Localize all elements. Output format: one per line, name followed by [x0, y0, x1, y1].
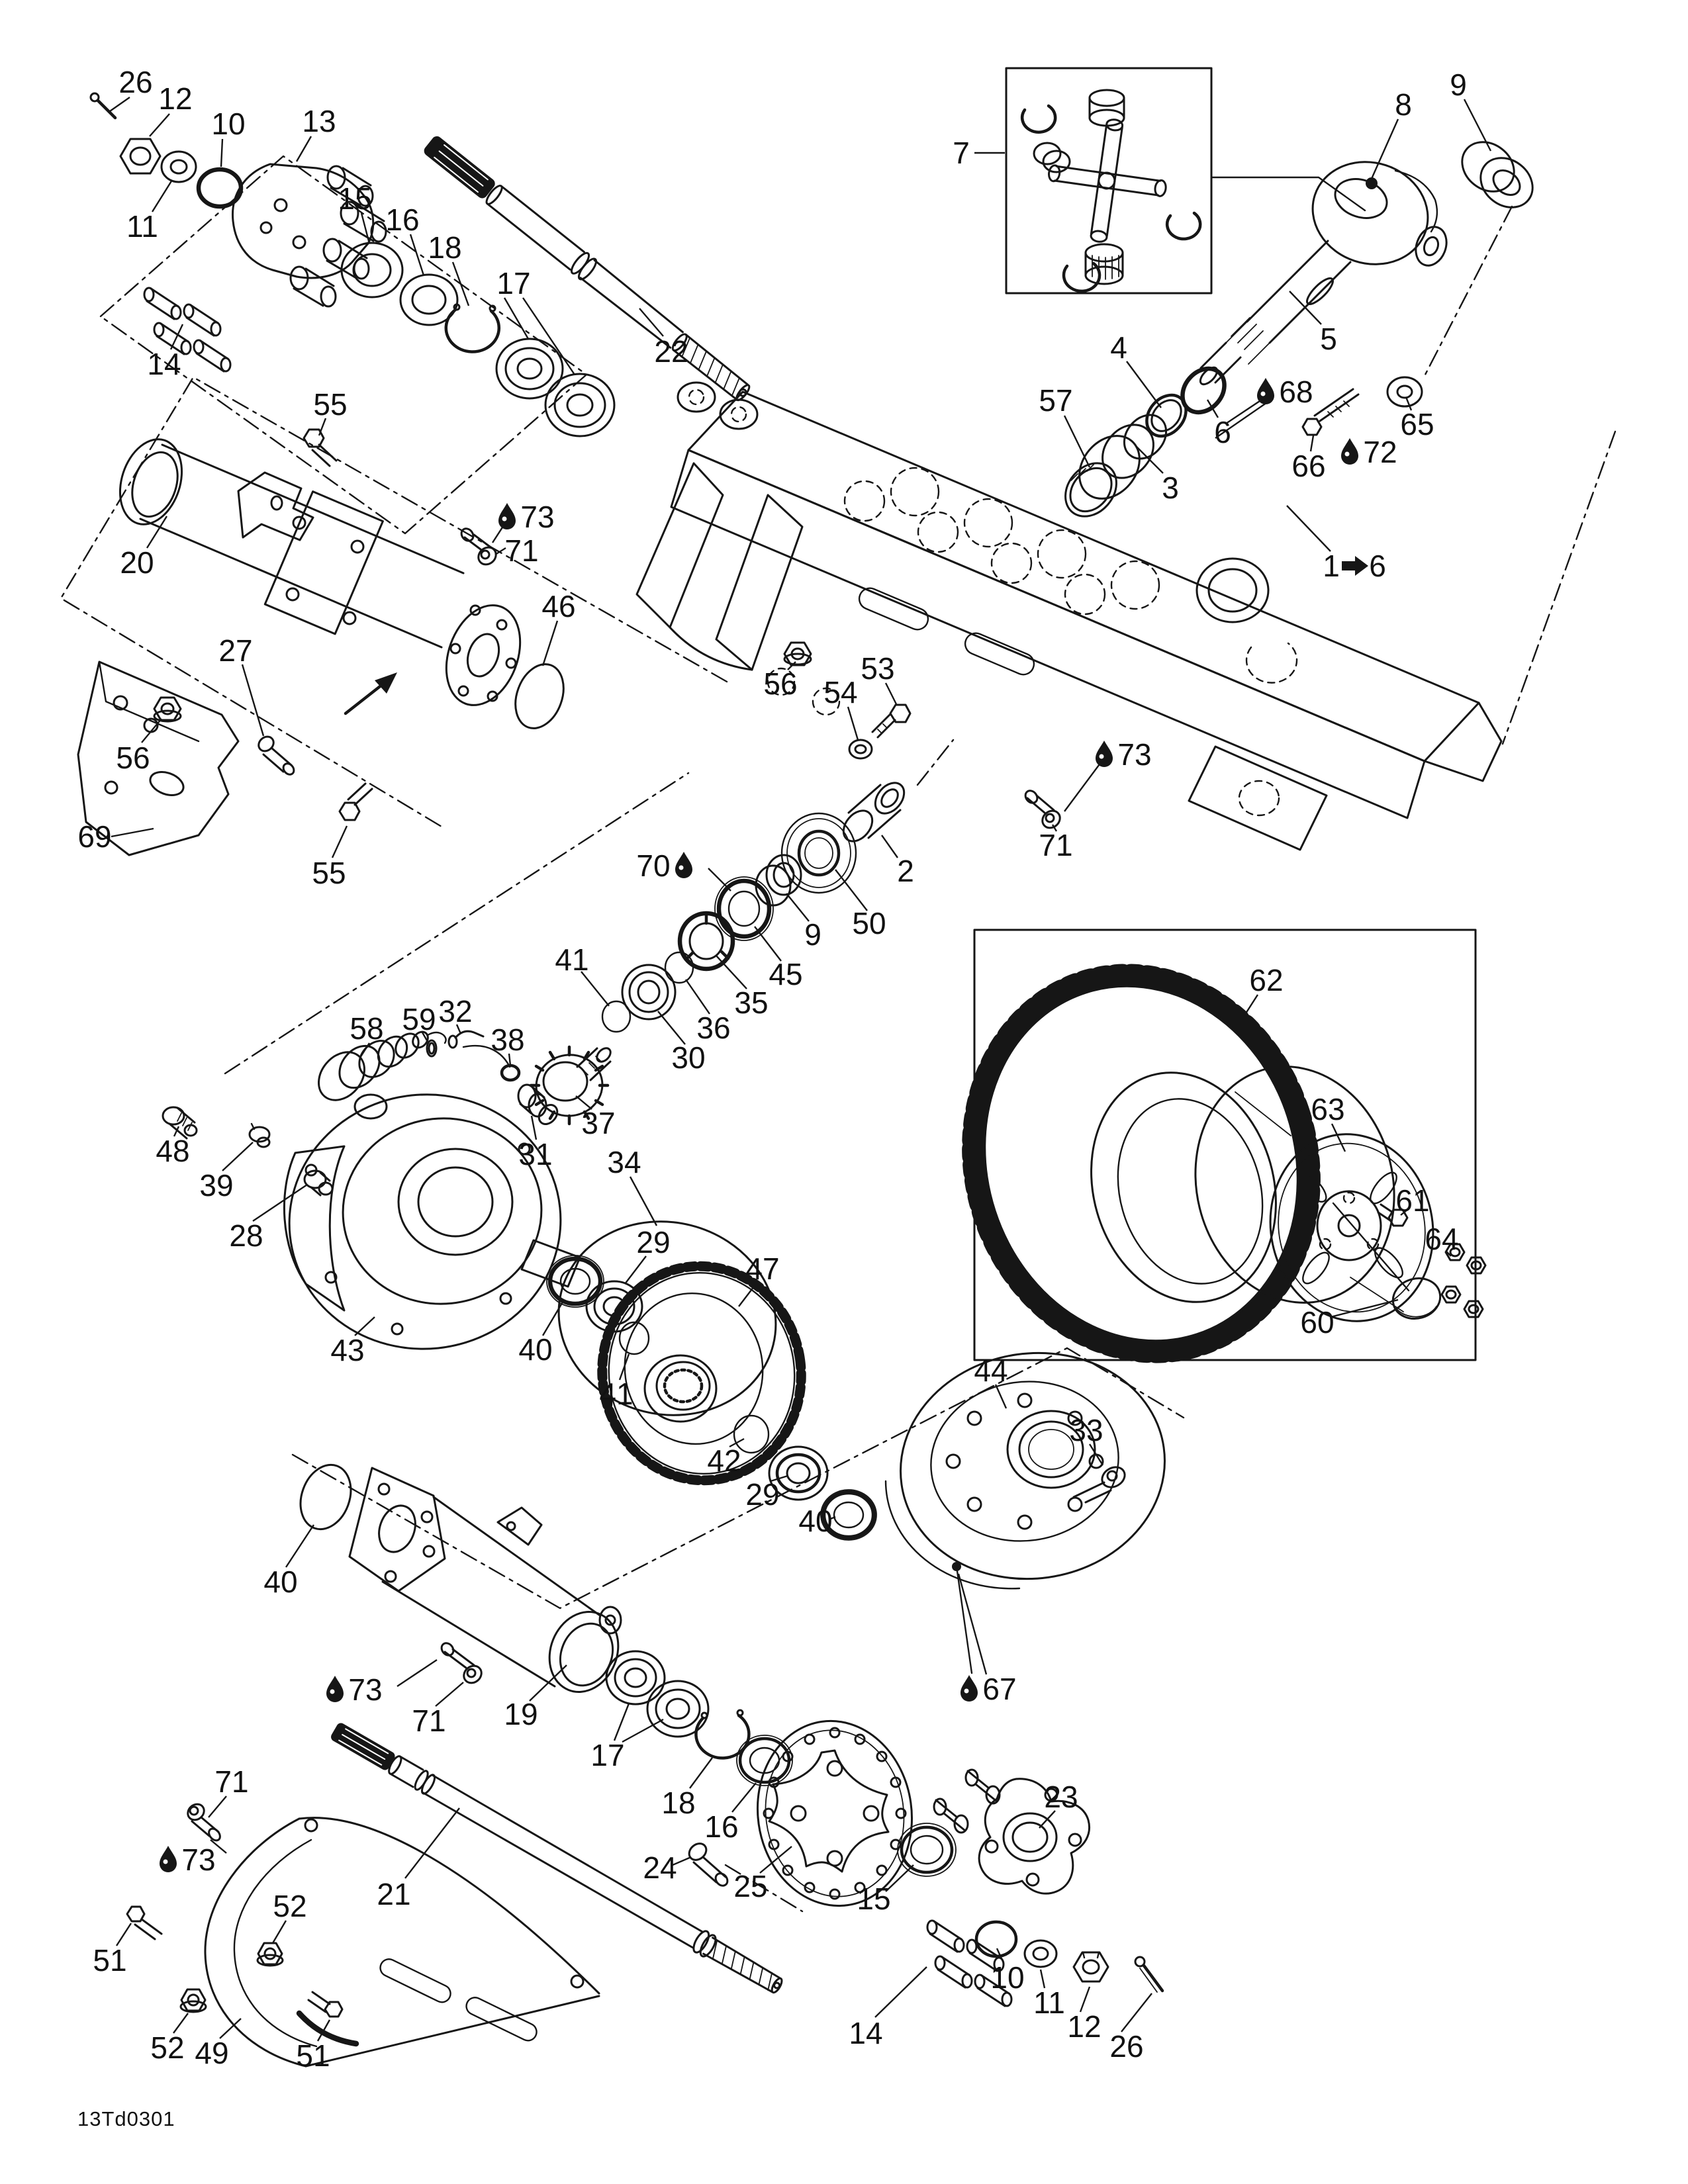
part-label-59 — [402, 1002, 436, 1042]
part-label-23 — [1039, 1780, 1078, 1828]
svg-text:66: 66 — [1291, 449, 1326, 483]
svg-text:55: 55 — [313, 387, 348, 422]
svg-text:26: 26 — [1109, 2029, 1144, 2064]
part-label-40 — [263, 1525, 314, 1599]
svg-text:33: 33 — [1069, 1413, 1103, 1447]
assembly-arrow — [346, 672, 397, 713]
svg-text:40: 40 — [798, 1504, 833, 1538]
spacer-9 — [756, 855, 801, 905]
part-label-36 — [686, 979, 731, 1045]
castle-nut-12-lower — [1074, 1952, 1108, 1981]
part-label-26 — [110, 65, 153, 111]
part-label-2 — [882, 835, 914, 888]
svg-text:16: 16 — [704, 1809, 739, 1844]
svg-text:26: 26 — [118, 65, 153, 99]
svg-text:39: 39 — [199, 1168, 234, 1203]
svg-text:51: 51 — [296, 2038, 330, 2073]
svg-text:18: 18 — [428, 230, 462, 265]
brake-disc-25 — [746, 1711, 924, 1916]
svg-text:48: 48 — [156, 1134, 190, 1168]
svg-text:17: 17 — [590, 1738, 625, 1772]
svg-text:71: 71 — [412, 1704, 446, 1738]
svg-text:21: 21 — [377, 1877, 411, 1911]
u-joint-cross — [1041, 112, 1174, 250]
svg-text:57: 57 — [1039, 383, 1073, 418]
svg-text:72: 72 — [1363, 435, 1397, 469]
part-label-54 — [823, 675, 858, 740]
seal-15 — [342, 243, 402, 297]
svg-text:58: 58 — [350, 1011, 384, 1046]
svg-text:31: 31 — [518, 1137, 553, 1171]
part-label-9 — [1450, 68, 1491, 151]
svg-text:63: 63 — [1311, 1092, 1345, 1126]
svg-text:56: 56 — [116, 741, 150, 775]
part-label-56 — [116, 719, 162, 775]
part-label-73 — [160, 1840, 226, 1877]
o-ring-40-housing — [292, 1458, 359, 1537]
part-label-44 — [974, 1353, 1008, 1408]
part-label-7 — [953, 136, 1005, 170]
svg-text:5: 5 — [1320, 322, 1337, 356]
hub-cap-60 — [1388, 1273, 1444, 1324]
svg-text:69: 69 — [77, 819, 112, 854]
part-label-38 — [491, 1023, 524, 1066]
svg-text:12: 12 — [1067, 2009, 1102, 2044]
part-label-6 — [1207, 400, 1231, 449]
part-label-33 — [1069, 1413, 1103, 1465]
bearing-17b — [545, 374, 614, 436]
sprocket-stack — [538, 1199, 876, 1540]
svg-text:73: 73 — [520, 500, 555, 534]
wheel-detail-box — [925, 930, 1485, 1396]
o-ring-10-lower — [976, 1922, 1016, 1956]
svg-text:70: 70 — [636, 848, 671, 883]
svg-text:67: 67 — [982, 1672, 1017, 1706]
svg-text:51: 51 — [93, 1943, 127, 1978]
bearing-17a — [496, 339, 563, 398]
shaft-5 — [1197, 241, 1350, 387]
svg-text:23: 23 — [1044, 1780, 1078, 1814]
bolt-71-housing — [439, 1641, 485, 1686]
part-label-70 — [636, 848, 731, 891]
axle-shaft-21 — [328, 1719, 786, 1997]
svg-text:20: 20 — [120, 545, 154, 580]
svg-text:6: 6 — [1214, 415, 1231, 449]
svg-text:1: 1 — [1323, 549, 1340, 583]
hub-carrier-stack — [91, 93, 614, 436]
skid-plate-group — [127, 1801, 599, 2066]
svg-text:19: 19 — [504, 1697, 538, 1731]
svg-text:64: 64 — [1425, 1222, 1459, 1256]
part-label-52 — [273, 1889, 307, 1943]
part-label-21 — [377, 1808, 459, 1911]
tire-62 — [925, 931, 1358, 1396]
part-label-32 — [438, 994, 472, 1034]
part-label-71 — [495, 533, 539, 568]
part-label-57 — [1039, 383, 1090, 467]
svg-text:9: 9 — [804, 917, 821, 952]
part-label-14 — [849, 1967, 927, 2050]
svg-text:35: 35 — [734, 985, 769, 1020]
frame-fasteners — [784, 643, 1063, 846]
bearing-17c — [606, 1651, 665, 1704]
part-label-55 — [313, 387, 347, 435]
svg-text:2: 2 — [897, 854, 914, 888]
svg-text:10: 10 — [211, 107, 246, 141]
o-ring-46 — [507, 657, 572, 735]
svg-text:25: 25 — [733, 1869, 768, 1903]
svg-text:29: 29 — [745, 1477, 780, 1512]
yoke-8 — [1299, 148, 1452, 279]
svg-text:53: 53 — [861, 651, 895, 686]
svg-text:45: 45 — [769, 957, 803, 991]
nut-52a — [258, 1943, 283, 1966]
diagram-code: 13Td0301 — [77, 2107, 175, 2130]
svg-text:11: 11 — [1033, 1985, 1065, 2020]
part-label-10 — [211, 107, 245, 167]
part-label-24 — [643, 1850, 691, 1885]
svg-text:24: 24 — [643, 1850, 677, 1885]
svg-text:29: 29 — [636, 1225, 671, 1259]
clamp-59 — [427, 1040, 436, 1056]
svg-text:52: 52 — [273, 1889, 307, 1923]
svg-text:62: 62 — [1249, 963, 1284, 997]
part-label-64 — [1425, 1222, 1458, 1256]
part-label-62 — [1235, 963, 1284, 1030]
bolt-53 — [872, 705, 910, 737]
svg-text:11: 11 — [126, 209, 158, 244]
part-label-17 — [590, 1704, 663, 1772]
part-label-34 — [607, 1145, 657, 1226]
svg-text:4: 4 — [1110, 330, 1127, 365]
svg-text:71: 71 — [1039, 828, 1073, 862]
svg-text:3: 3 — [1162, 471, 1179, 505]
svg-text:55: 55 — [312, 856, 346, 890]
svg-text:46: 46 — [541, 589, 576, 623]
washer-11 — [162, 152, 196, 182]
svg-text:12: 12 — [158, 81, 193, 116]
part-label-20 — [120, 516, 167, 580]
svg-text:40: 40 — [518, 1332, 553, 1367]
svg-text:44: 44 — [974, 1353, 1008, 1388]
washer-11-lower — [1025, 1940, 1056, 1967]
construction-lines — [61, 156, 1615, 1911]
svg-text:60: 60 — [1300, 1305, 1335, 1340]
svg-text:37: 37 — [581, 1106, 616, 1140]
svg-text:14: 14 — [849, 2016, 883, 2050]
nut-56 — [784, 643, 811, 665]
part-label-28 — [229, 1185, 307, 1253]
part-label-73 — [1064, 737, 1152, 811]
part-label-12 — [150, 81, 193, 136]
part-label-4 — [1110, 330, 1161, 408]
part-label-8 — [1372, 87, 1412, 179]
part-label-46 — [541, 589, 575, 666]
u-joint-snap-rings — [1022, 106, 1200, 291]
sleeve-2 — [837, 778, 910, 847]
svg-text:28: 28 — [229, 1218, 263, 1253]
bearing-30 — [622, 965, 675, 1019]
svg-text:54: 54 — [823, 675, 858, 709]
part-label-16 — [704, 1783, 756, 1844]
svg-text:16: 16 — [385, 203, 420, 237]
part-label-45 — [755, 927, 803, 991]
part-label-61 — [1395, 1183, 1429, 1218]
part-label-72 — [1341, 435, 1397, 469]
svg-text:73: 73 — [348, 1672, 383, 1707]
part-label-71 — [412, 1682, 463, 1738]
part-label-11 — [126, 180, 172, 244]
svg-text:7: 7 — [953, 136, 970, 170]
part-label-26 — [1109, 1993, 1152, 2064]
svg-text:17: 17 — [496, 266, 531, 300]
part-label-53 — [861, 651, 896, 704]
svg-text:40: 40 — [263, 1565, 298, 1599]
svg-text:15: 15 — [857, 1882, 891, 1916]
part-label-9 — [786, 893, 821, 952]
part-label-11 — [1033, 1970, 1065, 2020]
bolt-33 — [1074, 1463, 1129, 1502]
u-joint-cap-bottom-knurled — [1086, 244, 1123, 284]
bearing-17d — [647, 1681, 708, 1737]
svg-text:50: 50 — [852, 906, 886, 940]
svg-text:47: 47 — [745, 1251, 780, 1286]
axle-housing-19 — [350, 1468, 630, 1702]
svg-text:36: 36 — [696, 1011, 731, 1045]
part-label-56 — [763, 662, 797, 701]
part-label-39 — [199, 1142, 253, 1203]
svg-text:65: 65 — [1400, 407, 1434, 441]
part-label-3 — [1136, 446, 1179, 505]
part-label-55 — [312, 826, 347, 890]
nut-52b — [181, 1989, 206, 2012]
part-label-65 — [1400, 397, 1434, 441]
svg-text:9: 9 — [1450, 68, 1467, 102]
axle-housing-19-group — [292, 1458, 792, 1786]
svg-text:41: 41 — [599, 1377, 633, 1411]
part-label-14 — [147, 324, 183, 381]
o-ring-41-lower — [620, 1322, 649, 1354]
part-label-25 — [733, 1846, 792, 1903]
bolt-71-frame — [1023, 788, 1063, 831]
svg-text:73: 73 — [1117, 737, 1152, 772]
svg-text:38: 38 — [491, 1023, 525, 1057]
part-label-40 — [518, 1300, 564, 1367]
svg-text:10: 10 — [990, 1960, 1025, 1995]
bolt-24 — [686, 1841, 729, 1888]
svg-text:30: 30 — [671, 1040, 706, 1075]
part-label-69 — [77, 819, 154, 854]
seal-45 — [715, 877, 773, 940]
part-label-1-6 — [1287, 506, 1386, 583]
part-label-52 — [150, 2013, 188, 2065]
svg-text:42: 42 — [707, 1443, 741, 1478]
part-label-42 — [707, 1439, 744, 1478]
bolt-55-bottom — [340, 784, 372, 820]
part-label-18 — [428, 230, 469, 306]
boot-clamp-57 — [1055, 453, 1127, 526]
svg-text:13: 13 — [302, 104, 336, 138]
bolt-27 — [256, 734, 296, 777]
cotter-pin-26 — [91, 93, 115, 118]
cv-boot-3 — [1067, 406, 1175, 510]
part-label-71 — [209, 1764, 249, 1817]
svg-text:73: 73 — [181, 1843, 216, 1877]
skid-plate-49 — [205, 1818, 599, 2066]
nut-56-bracket — [154, 698, 181, 721]
bearing-housing-43 — [277, 1081, 580, 1363]
svg-text:49: 49 — [195, 2036, 229, 2070]
part-label-15 — [338, 181, 371, 244]
part-label-13 — [297, 104, 336, 161]
washer-65 — [1387, 377, 1422, 406]
svg-text:61: 61 — [1395, 1183, 1430, 1218]
svg-text:71: 71 — [214, 1764, 249, 1799]
castle-nut-12 — [120, 139, 160, 173]
svg-text:43: 43 — [330, 1333, 365, 1367]
svg-text:27: 27 — [218, 633, 253, 668]
u-joint-detail-box — [1006, 68, 1365, 293]
part-label-40 — [798, 1504, 835, 1538]
cotter-pin-26-lower — [1135, 1957, 1162, 1992]
part-label-12 — [1067, 1987, 1101, 2044]
bolt-51b — [308, 1992, 342, 2017]
svg-text:59: 59 — [402, 1002, 436, 1036]
wheel-hub-44 — [886, 1336, 1180, 1673]
axle-housing-20-group — [78, 430, 572, 855]
svg-text:41: 41 — [555, 942, 589, 977]
drive-shaft-22 — [421, 133, 753, 404]
svg-text:68: 68 — [1279, 375, 1313, 409]
part-label-73 — [326, 1660, 437, 1707]
castellated-ring-35 — [680, 913, 733, 969]
svg-text:6: 6 — [1369, 549, 1386, 583]
svg-text:14: 14 — [147, 347, 181, 381]
part-label-71 — [1039, 825, 1072, 862]
svg-text:22: 22 — [654, 334, 688, 369]
part-label-66 — [1291, 435, 1325, 483]
svg-text:34: 34 — [607, 1145, 641, 1179]
part-label-41 — [555, 942, 609, 1006]
svg-text:18: 18 — [661, 1786, 696, 1820]
bolt-51a — [127, 1907, 162, 1939]
svg-text:71: 71 — [504, 533, 539, 568]
part-label-43 — [330, 1317, 375, 1367]
snap-ring-18 — [446, 304, 499, 352]
part-label-51 — [93, 1923, 131, 1978]
svg-text:52: 52 — [150, 2030, 185, 2065]
end-cap-9 — [1452, 132, 1542, 217]
o-ring-38 — [502, 1066, 519, 1080]
o-ring-6 — [1174, 360, 1233, 420]
part-label-50 — [835, 870, 886, 940]
svg-text:32: 32 — [438, 994, 473, 1028]
washer-54 — [849, 740, 872, 758]
axle-housing-20 — [110, 432, 534, 715]
part-label-5 — [1289, 291, 1337, 356]
part-label-16 — [385, 203, 424, 275]
svg-text:15: 15 — [338, 181, 372, 216]
svg-text:56: 56 — [763, 666, 798, 701]
svg-text:8: 8 — [1395, 87, 1412, 122]
wheel-hub-44-group — [886, 1336, 1180, 1673]
part-label-68 — [1215, 375, 1313, 438]
